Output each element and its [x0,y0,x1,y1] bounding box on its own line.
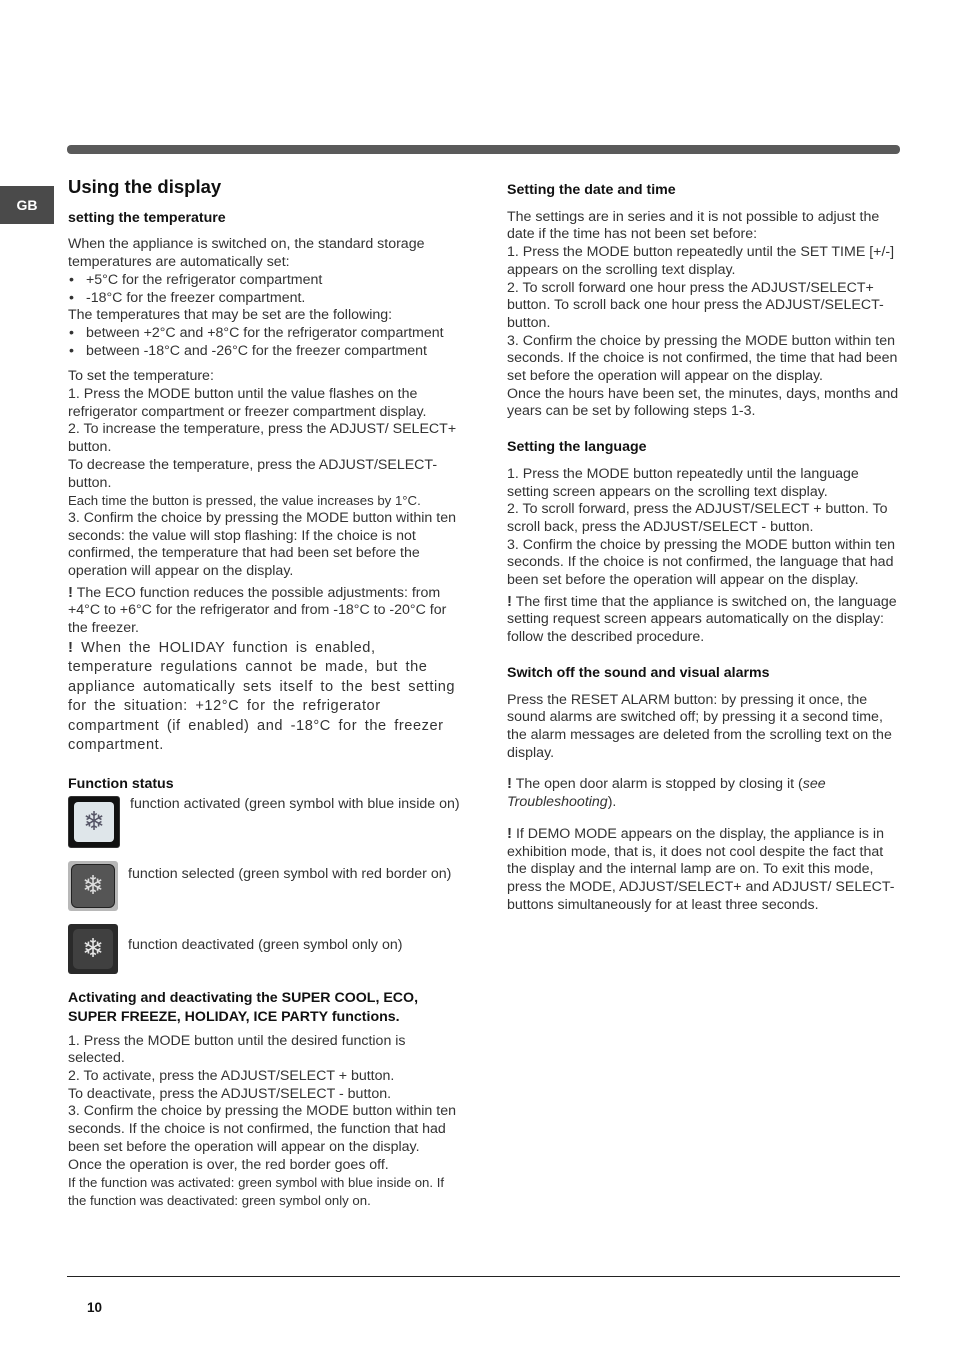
demo-note-text: If DEMO MODE appears on the display, the appliance is in exhibition mode, that is, it does not cool despite the fact that the display and the internal lamp are on. To exit this mode, press the MODE, ADJUST/SELECT+ and ADJUST/ SELECT- buttons simultaneously for at least three seconds. [507,825,895,913]
date-time-step-3: 3. Confirm the choice by pressing the MODE button within ten seconds. If the choice is not confirmed, the time that had been set before the operation will appear on the display. [507,332,898,385]
temp-step-2: 2. To increase the temperature, press the ADJUST/ SELECT+ button. [68,421,457,456]
exclamation-icon: ! [507,824,512,842]
exclamation-icon: ! [507,592,512,610]
status-text: function selected (green symbol with red border on) [128,865,452,882]
snowflake-selected-icon: ❄ [68,861,118,911]
range-bullet: • between +2°C and +8°C for the refrigerator compartment [68,325,463,343]
demo-mode-note [507,825,900,915]
door-note-a: The open door alarm is stopped by closing it ( [515,776,803,793]
temp-step-1: 1. Press the MODE button until the value flashes on the refrigerator compartment or freezer compartment display. [68,386,427,420]
eco-note-text: The ECO function reduces the possible adjustments: from +4°C to +6°C for the refrigerator and from -18°C to -20°C for the freezer. [68,584,447,637]
language-note-text: The first time that the appliance is switched on, the language setting request screen appears automatically on the display: follow the described procedure. [507,593,897,646]
status-text: function deactivated (green symbol only on) [128,936,403,953]
door-alarm-note [507,775,900,811]
activating-heading-line-1: Activating and deactivating the SUPER COOL, ECO, [68,989,419,1006]
std-bullet: • -18°C for the freezer compartment. [68,290,463,308]
door-note-b: ). [607,794,617,811]
date-time-intro: The settings are in series and it is not possible to adjust the date if the time has not been set before: [507,208,880,243]
left-column [68,176,463,1210]
status-item [68,861,463,911]
std-bullet: • +5°C for the refrigerator compartment [68,272,463,290]
date-time-once: Once the hours have been set, the minutes, days, months and years can be set by following steps 1-3. [507,385,899,420]
footer-rule [67,1276,900,1277]
activating-heading [68,989,463,1027]
right-column [507,182,900,914]
to-set-text: To set the temperature: [68,368,214,385]
activating-deactivate: To deactivate, press the ADJUST/SELECT - button. [68,1085,392,1102]
date-time-heading: Setting the date and time [507,182,676,198]
activating-step-1: 1. Press the MODE button until the desired function is selected. [68,1032,406,1067]
activating-step-3: 3. Confirm the choice by pressing the MODE button within ten seconds. If the choice is not confirmed, the function that had been set before the operation will appear on the display. [68,1103,456,1155]
range-bullet: • between -18°C and -26°C for the freezer compartment [68,343,463,361]
temp-each-time: Each time the button is pressed, the value increases by 1°C. [68,493,421,509]
activating-once: Once the operation is over, the red border goes off. [68,1156,389,1173]
activating-heading-line-2: SUPER FREEZE, HOLIDAY, ICE PARTY functions. [68,1008,400,1025]
header-bar [67,145,900,154]
holiday-note [68,638,463,756]
door-note-em: see Troubleshooting [507,776,826,811]
language-step-3: 3. Confirm the choice by pressing the MODE button within ten seconds. If the choice is not confirmed, the language that had been set before the operation will appear on the display. [507,536,895,589]
holiday-note-text: When the HOLIDAY function is enabled, temperature regulations cannot be made, but the appliance automatically sets itself to the best setting for the situation: +12°C for the refrigerator compartment (if enabled) and -18°C for the freezer compartment. [68,639,456,754]
language-heading: Setting the language [507,439,647,456]
alarms-text: Press the RESET ALARM button: by pressing it once, the sound alarms are switched off; by pressing it a second time, the alarm messages are deleted from the scrolling text on the display. [507,691,892,761]
function-status-heading: Function status [68,775,174,792]
eco-note [68,584,463,638]
status-item [68,796,463,848]
date-time-step-1: 1. Press the MODE button repeatedly until the SET TIME [+/-] appears on the scrolling text display. [507,244,895,278]
language-step-1: 1. Press the MODE button repeatedly until the language setting screen appears on the scrolling text display. [507,465,859,500]
snowflake-activated-icon: ❄ [68,796,120,848]
date-time-step-2: 2. To scroll forward one hour press the ADJUST/SELECT+ button. To scroll back one hour press the ADJUST/SELECT- button. [507,279,884,331]
range-intro: The temperatures that may be set are the following: [68,307,393,324]
activating-step-2: 2. To activate, press the ADJUST/SELECT + button. [68,1067,395,1084]
temp-heading: setting the temperature [68,209,226,226]
status-item [68,924,463,974]
temp-decrease: To decrease the temperature, press the ADJUST/SELECT- button. [68,456,438,491]
exclamation-icon: ! [68,583,73,601]
snowflake-deactivated-icon: ❄ [68,924,118,974]
page-title: Using the display [68,176,222,197]
exclamation-icon: ! [507,775,512,793]
activating-if-function: If the function was activated: green symbol with blue inside on. If the function was deactivated: green symbol only on. [68,1175,445,1208]
alarms-heading: Switch off the sound and visual alarms [507,664,770,681]
language-step-2: 2. To scroll forward, press the ADJUST/SELECT + button. To scroll back, press the ADJUST/SELECT - button. [507,501,888,535]
language-note [507,593,900,647]
language-tab: GB [0,186,54,224]
exclamation-icon: ! [68,638,74,656]
status-text: function activated (green symbol with blue inside on) [130,795,460,812]
temp-step-3: 3. Confirm the choice by pressing the MODE button within ten seconds: the value will stop flashing: If the choice is not confirmed, the temperature that had been set before the operation will appear on the display. [68,509,456,580]
temp-intro: When the appliance is switched on, the standard storage temperatures are automatically set: [68,236,425,271]
page-number: 10 [87,1300,103,1315]
